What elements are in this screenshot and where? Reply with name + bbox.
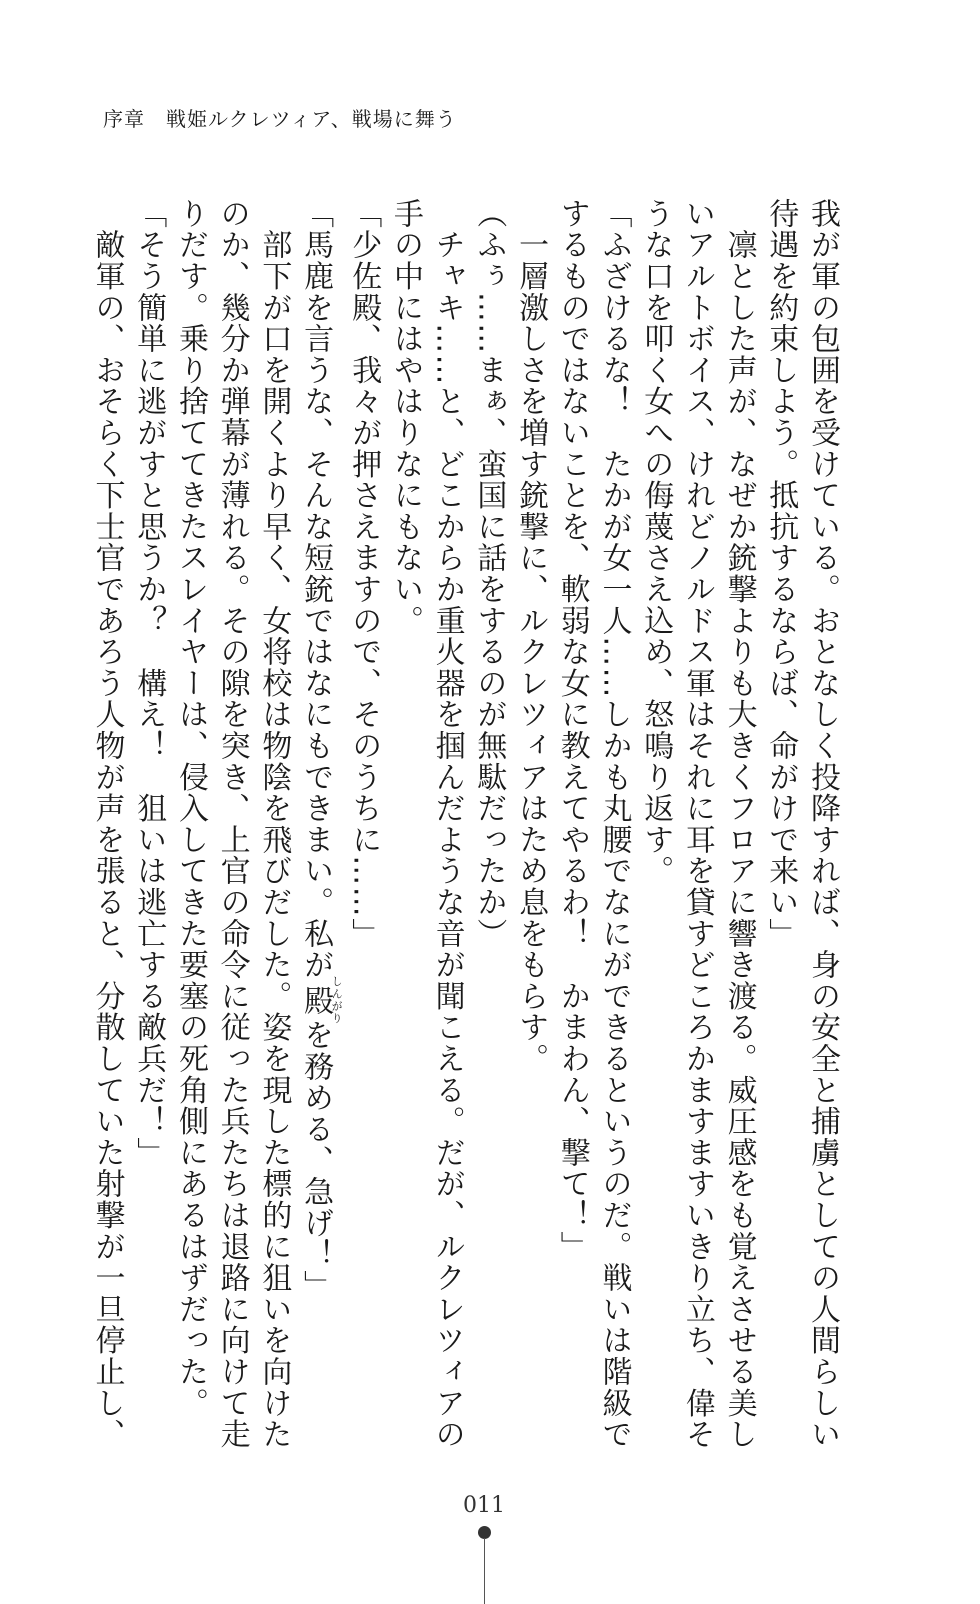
text-line: 待遇を約束しよう。抵抗するならば、命がけで来い」 [763, 198, 799, 950]
text-line: のか、幾分か弾幕が薄れる。その隙を突き、上官の命令に従った兵たちは退路に向けて走 [214, 198, 250, 1450]
text-line: うな口を叩く女への侮蔑さえ込め、怒鳴り返す。 [638, 198, 674, 887]
text-line: 手の中にはやはりなにもない。 [387, 198, 423, 637]
text-line: 敵軍の、おそらく下士官であろう人物が声を張ると、分散していた射撃が一旦停止し、 [89, 198, 125, 1450]
text-segment: 「馬鹿を言うな、そんな短銃ではなにもできまい。私が [298, 198, 334, 981]
text-line: りだす。乗り捨ててきたスレイヤーは、侵入してきた要塞の死角側にあるはずだった。 [172, 198, 208, 1419]
running-title: 序章 戦姫ルクレツィア、戦場に舞う [103, 107, 457, 131]
text-line-with-ruby [294, 198, 344, 1302]
text-segment: を務める、急げ！」 [298, 1019, 334, 1302]
ruby-annotation [298, 975, 344, 1025]
page-number: 011 [463, 1493, 505, 1518]
text-line: するものではないことを、軟弱な女に教えてやるわ！ かまわん、撃て！」 [554, 198, 590, 1263]
ruby-base: 殿 [298, 975, 334, 1025]
text-line: 部下が口を開くより早く、女将校は物陰を飛びだした。姿を現した標的に狙いを向けた [256, 198, 292, 1450]
text-line: 「少佐殿、我々が押さえますので、そのうちに……」 [346, 198, 382, 950]
text-line: 我が軍の包囲を受けている。おとなしく投降すれば、身の安全と捕虜としての人間らしい [805, 198, 840, 1450]
text-line: 凛とした声が、なぜか銃撃よりも大きくフロアに響き渡る。威圧感をも覚えさせる美し [721, 198, 757, 1450]
page-marker-line [484, 1538, 485, 1604]
body-text [86, 198, 843, 1450]
text-line: 「ふざけるな！ たかが女一人……しかも丸腰でなにができるというのだ。戦いは階級で [596, 198, 632, 1450]
text-line: いアルトボイス、けれどノルドス軍はそれに耳を貸すどころかますますいきり立ち、偉そ [679, 198, 715, 1450]
text-line: （ふぅ……まぁ、蛮国に話をするのが無駄だったか） [471, 198, 507, 950]
text-line: チャキ……と、どこからか重火器を掴んだような音が聞こえる。だが、ルクレツィアの [429, 198, 465, 1450]
ruby-reading: しんがり [330, 975, 344, 1025]
text-line: 一層激しさを増す銃撃に、ルクレツィアはため息をもらす。 [513, 198, 549, 1075]
text-line: 「そう簡単に逃がすと思うか？ 構え！ 狙いは逃亡する敵兵だ！」 [131, 198, 167, 1169]
